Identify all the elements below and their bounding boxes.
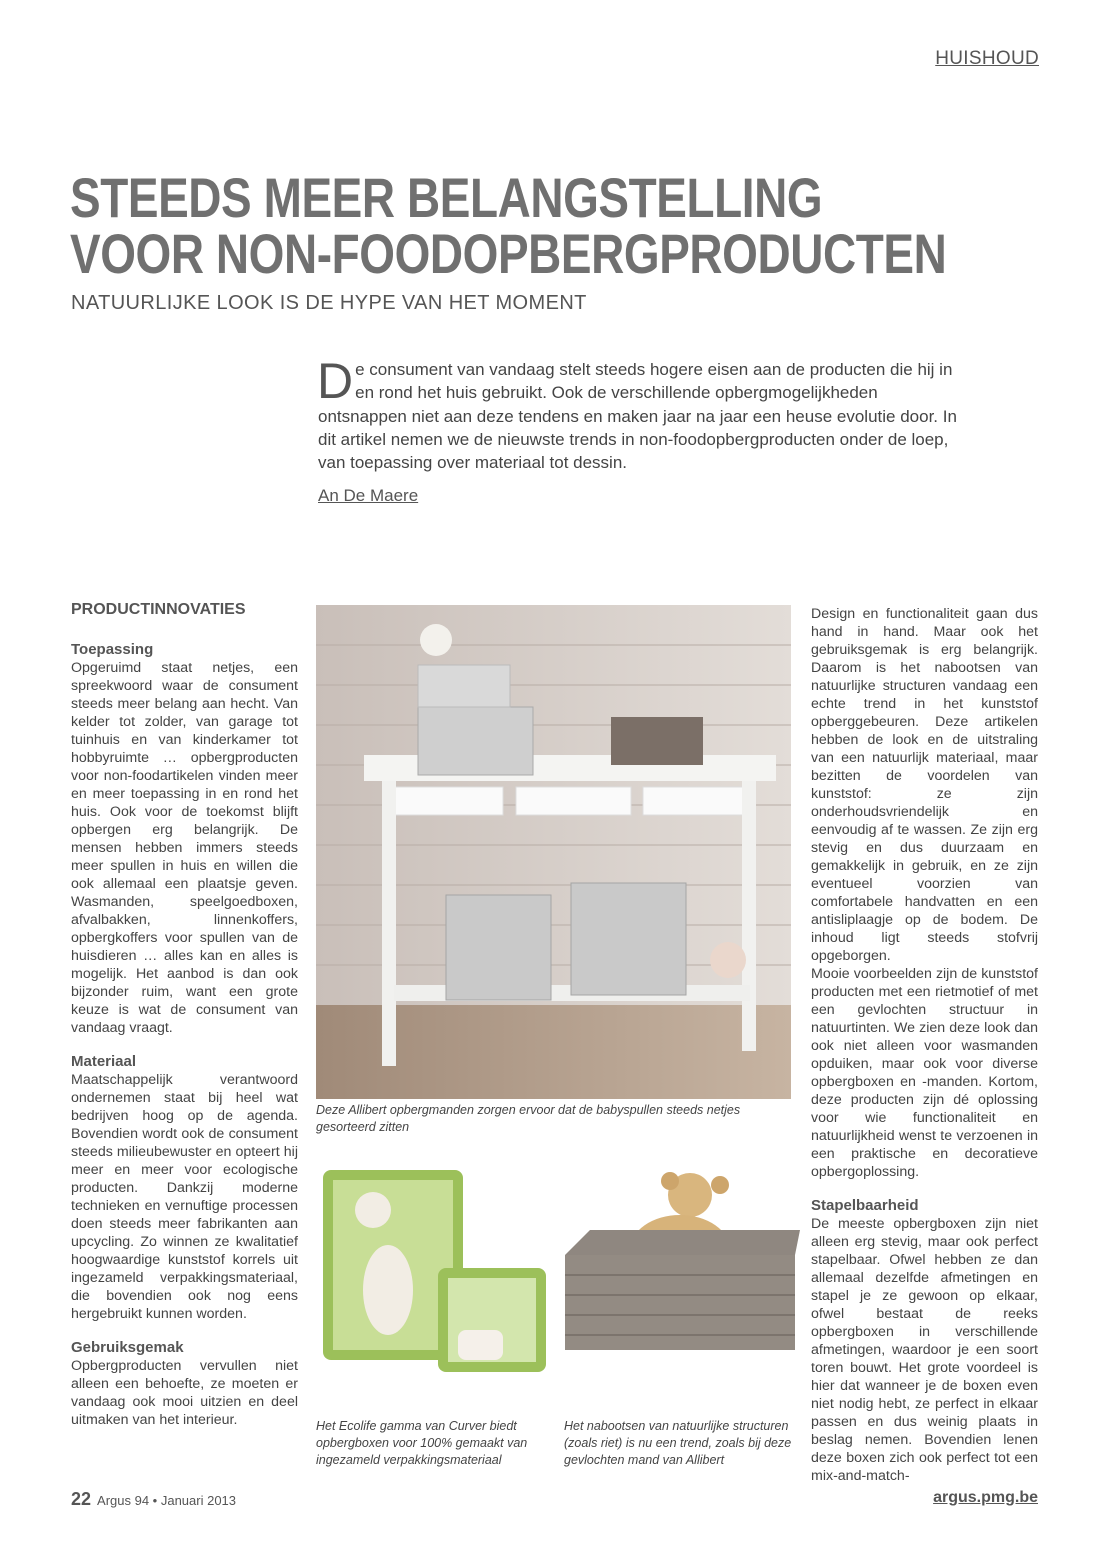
caption-main-photo: Deze Allibert opbergmanden zorgen ervoor dat de babyspullen steeds netjes gesorteerd zitten	[316, 1103, 741, 1134]
footer-website-link[interactable]: argus.pmg.be	[933, 1489, 1038, 1506]
paragraph-design: Design en functionaliteit gaan dus hand in hand. Maar ook het gebruiksgemak is erg belangrijk. Daarom is het nabootsen van natuurlijke structuren vandaag een echte trend in het kunststof opberggebeuren. Deze artikelen hebben de look en de uitstraling van een natuurlijk materiaal, maar bezitten de voordelen van kunststof: ze zijn onderhoudsvriendelijk en eenvoudig af te wassen. Ze zijn erg stevig en dus duurzaam en gemakkelijk in gebruik, en ze zijn eventueel voorzien van comfortabele handvatten en een antisliplaagje op de bodem. De inhoud ligt steeds stofvrij opgeborgen.	[811, 606, 1038, 964]
right-column	[811, 605, 1038, 1485]
article-title	[70, 166, 947, 285]
page-number: 22	[71, 1489, 92, 1509]
paragraph-gebruiksgemak: Opbergproducten vervullen niet alleen een behoefte, ze moeten er vandaag ook mooi uitzien en deel uitmaken van het interieur.	[71, 1358, 298, 1428]
paragraph-stapelbaarheid: De meeste opbergboxen zijn niet alleen erg stevig, maar ook perfect stapelbaar. Ofwel hebben ze dan allemaal dezelfde afmetingen en stapel je ze gewoon op elkaar, ofwel bestaat de reeks opbergboxen in verschillende afmetingen, waardoor je een soort toren bouwt. Het grote voordeel is hier dat wanneer je de boxen even niet nodig hebt, ze perfect in elkaar passen en dus weinig plaats in beslag nemen. Bovendien lenen deze boxen zich ook perfect tot een mix-and-match-	[811, 1216, 1038, 1484]
drop-cap: D	[317, 353, 354, 409]
intro-text: e consument van vandaag stelt steeds hogere eisen aan de producten die hij in en rond het huis gebruikt. Ook de verschillende opbergmogelijkheden ontsnappen niet aan deze tendens en maken jaar na jaar een heuse evolutie door. In dit artikel nemen we de nieuwste trends in non-foodopbergproducten onder de loep, van toepassing over materiaal tot dessin.	[318, 360, 957, 473]
title-line-1: STEEDS MEER BELANGSTELLING	[70, 166, 823, 229]
footer-page-info	[71, 1489, 236, 1510]
paragraph-examples: Mooie voorbeelden zijn de kunststof producten met een rietmotief of met een gevlochten structuur in natuurtinten. We zien deze look dan ook niet alleen voor wasmanden opduiken, maar ook voor diverse opbergboxen en -manden. Kortom, deze producten zijn dé oplossing voor wie functionaliteit en natuurlijkheid wenst te verzoenen in een praktische en decoratieve opbergoplossing.	[811, 966, 1038, 1180]
subheading-stapelbaarheid: Stapelbaarheid	[811, 1197, 919, 1214]
photo-ecolife-green-baskets	[313, 1150, 549, 1386]
photo-console-table-with-baskets	[316, 605, 791, 1099]
section-heading: PRODUCTINNOVATIES	[71, 601, 246, 618]
intro-paragraph	[317, 353, 958, 474]
paragraph-materiaal: Maatschappelijk verantwoord ondernemen staat bij heel wat bedrijven hoog op de agenda. Bovendien wordt ook de consument steeds milieubewuster en opteert hij meer en meer voor ecologische producten. Dankzij moderne technieken en vernuftige processen doen steeds meer fabrikanten aan upcycling. Zo winnen ze kwalitatief hoogwaardige kunststof korrels uit ingezameld verpakkingsmateriaal, die bovendien ook nog eens hergebruikt kunnen worden.	[71, 1072, 298, 1322]
title-line-2: VOOR NON-FOODOPBERGPRODUCTEN	[70, 222, 947, 285]
paragraph-toepassing: Opgeruimd staat netjes, een spreekwoord waar de consument steeds meer belang aan hecht. Van kelder tot zolder, van garage tot tuinhuis en van kinderkamer tot hobbyruimte … opbergproducten voor non-foodartikelen vinden meer en meer toepassing in en rond het huis. Ook voor de toekomst blijft opbergen erg belangrijk. De mensen hebben immers steeds meer spullen in huis en willen die ook allemaal een plaatsje geven. Wasmanden, speelgoedboxen, afvalbakken, linnenkoffers, opbergkoffers voor spullen van de huisdieren … alles kan en alles is mogelijk. Het aanbod is dan ook bijzonder ruim, want een grote keuze is wat de consument van vandaag vraagt.	[71, 660, 298, 1036]
section-tag: HUISHOUD	[935, 48, 1039, 69]
photo-woven-basket-with-teddy	[560, 1165, 802, 1355]
caption-woven-basket: Het nabootsen van natuurlijke structuren (zoals riet) is nu een trend, zoals bij deze gevlochten mand van Allibert	[564, 1419, 792, 1467]
caption-ecolife: Het Ecolife gamma van Curver biedt opbergboxen voor 100% gemaakt van ingezameld verpakkingsmateriaal	[316, 1419, 528, 1467]
subheading-toepassing: Toepassing	[71, 641, 154, 658]
left-column	[71, 601, 298, 1429]
author-byline: An De Maere	[318, 486, 419, 505]
subheading-gebruiksgemak: Gebruiksgemak	[71, 1339, 184, 1356]
publication-issue: Argus 94 • Januari 2013	[97, 1493, 237, 1508]
article-subtitle: NATUURLIJKE LOOK IS DE HYPE VAN HET MOMENT	[71, 292, 587, 314]
subheading-materiaal: Materiaal	[71, 1053, 137, 1070]
